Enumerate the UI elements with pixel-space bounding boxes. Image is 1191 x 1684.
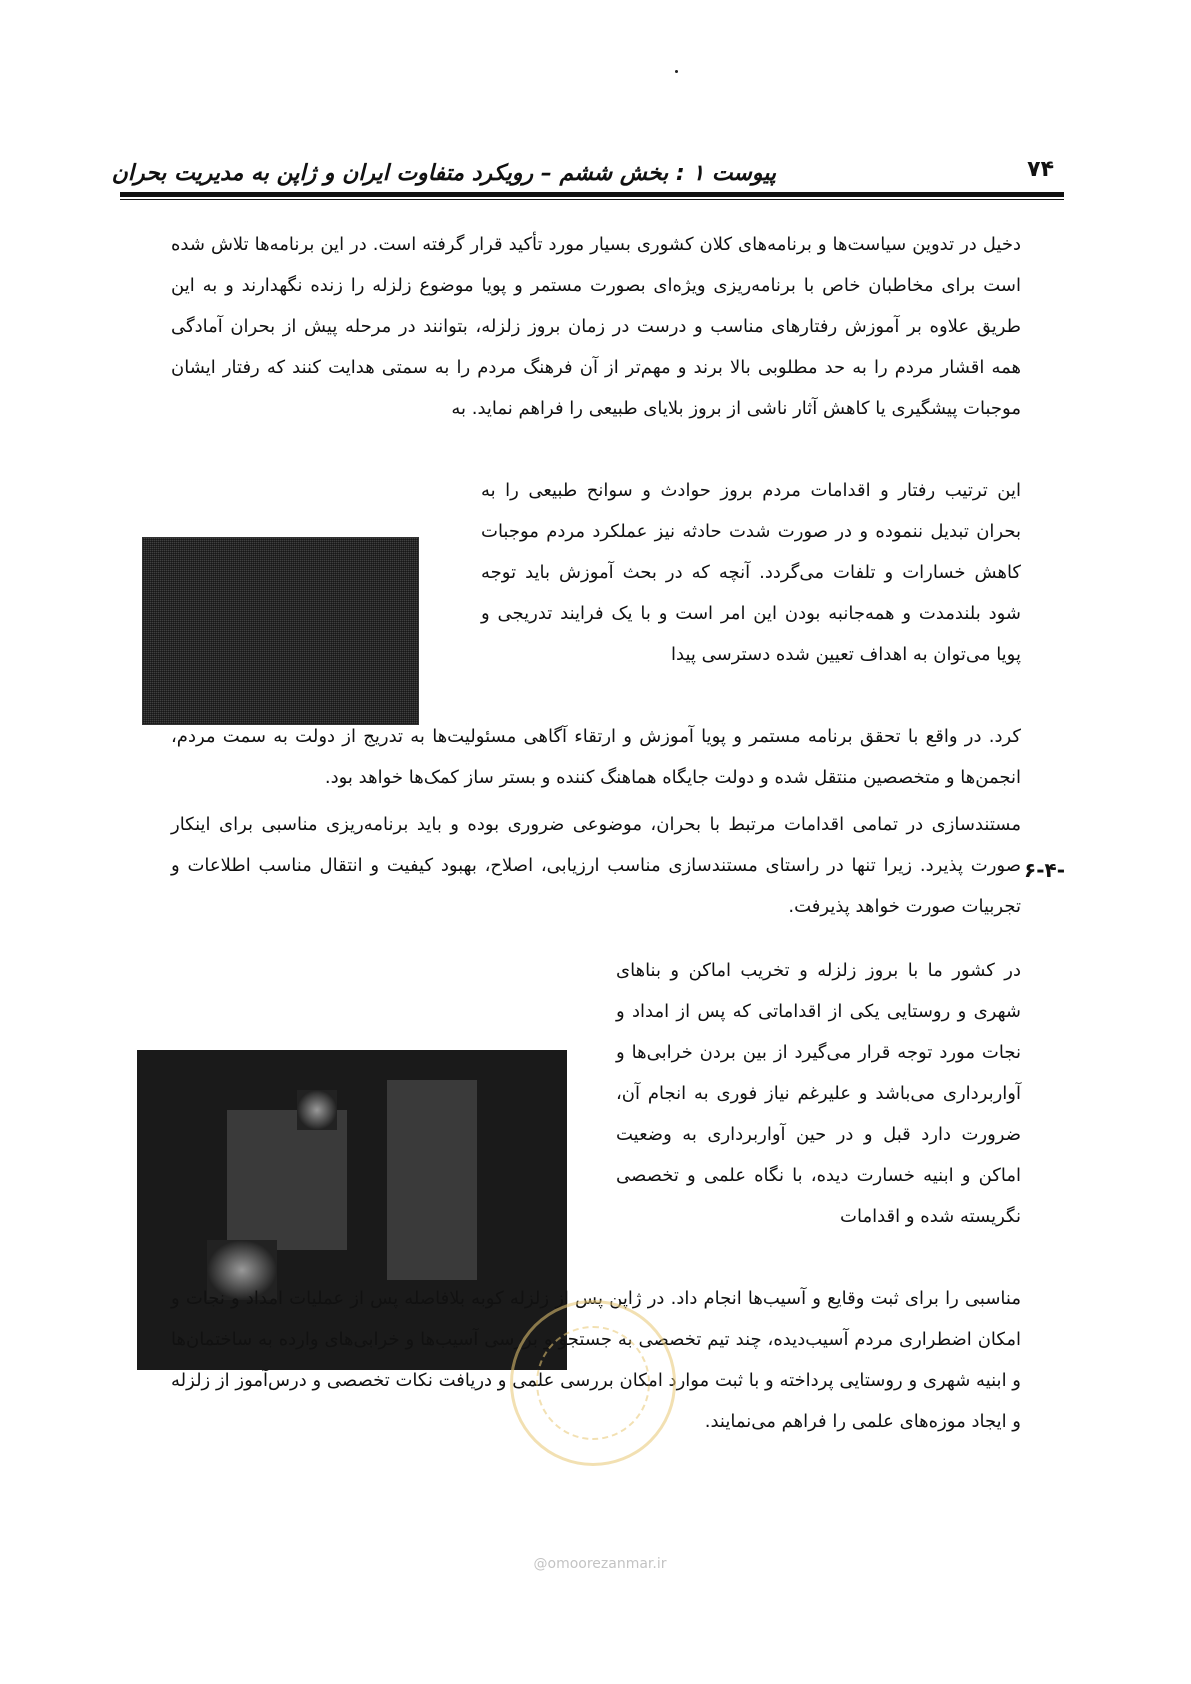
page-number: ۷۴ bbox=[1027, 157, 1054, 182]
watermark-seal bbox=[510, 1300, 676, 1466]
photo-patch bbox=[227, 1110, 347, 1250]
paragraph-education-continued: این ترتیب رفتار و اقدامات مردم بروز حوادث و سوانح طبیعی را به بحران تبدیل ننموده و در صورت شدت حادثه نیز عملکرد مردم موجبات کاهش خسارات و تلفات می‌گردد. آنچه که در بحث آموزش باید توجه شود بلندمدت و همه‌جانبه بودن این امر است و با یک فرایند تدریجی و پویا می‌توان به اهداف تعیین شده دسترسی پیدا bbox=[481, 480, 1021, 665]
photo-signboard bbox=[142, 537, 419, 725]
paragraph-debris: در کشور ما با بروز زلزله و تخریب اماکن و بناهای شهری و روستایی یکی از اقداماتی که پس از امداد و نجات مورد توجه قرار می‌گیرد از بین بردن خرابی‌ها و آواربرداری می‌باشد و علیرغم نیاز فوری به انجام آن، ضرورت دارد قبل و در حین آواربرداری به وضعیت اماکن و ابنیه خسارت دیده، با نگاه علمی و تخصصی نگریسته شده و اقدامات bbox=[616, 960, 1021, 1227]
paragraph-kobe: مناسبی را برای ثبت وقایع و آسیب‌ها انجام داد. در ژاپن پس از زلزله کوبه بلافاصله پس از عملیات امداد و نجات و امکان اضطراری مردم آسیب‌دیده، چند تیم تخصصی به جستجو و بررسی آسیب‌ها و خرابی‌های وارده به ساختمان‌ها و ابنیه شهری و روستایی پرداخته و با ثبت موارد امکان بررسی علمی و دریافت نکات تخصصی و درس‌آموز از زلزله و ایجاد موزه‌های علمی را فراهم می‌نمایند. bbox=[171, 1288, 1021, 1432]
header-rule bbox=[120, 192, 1064, 200]
header-title: پیوست ۱ : بخش ششم – رویکرد متفاوت ایران و ژاپن به مدیریت بحران bbox=[111, 161, 776, 186]
photo-highlight bbox=[297, 1090, 337, 1130]
section-number: ۶-۴- bbox=[1023, 858, 1065, 882]
watermark-text: @omoorezanmar.ir bbox=[533, 1556, 667, 1572]
running-header bbox=[111, 145, 1064, 191]
watermark-seal-inner bbox=[536, 1326, 650, 1440]
paragraph-education-end: کرد. در واقع با تحقق برنامه مستمر و پویا آموزش و ارتقاء آگاهی مسئولیت‌ها به تدریج از دولت به سمت مردم، انجمن‌ها و متخصصین منتقل شده و دولت جایگاه هماهنگ کننده و بستر ساز کمک‌ها خواهد بود. bbox=[171, 726, 1021, 788]
paragraph-documentation: مستندسازی در تمامی اقدامات مرتبط با بحران، موضوعی ضروری بوده و باید برنامه‌ریزی مناسبی برای اینکار صورت پذیرد. زیرا تنها در راستای مستندسازی مناسب ارزیابی، اصلاح، بهبود کیفیت و انتقال مناسب اطلاعات و تجربیات صورت خواهد پذیرفت. bbox=[171, 814, 1021, 917]
photo-patch bbox=[387, 1080, 477, 1280]
scan-speck bbox=[675, 70, 678, 73]
paragraph-education: دخیل در تدوین سیاست‌ها و برنامه‌های کلان کشوری بسیار مورد تأکید قرار گرفته است. در این برنامه‌ها تلاش شده است برای مخاطبان خاص با برنامه‌ریزی ویژه‌ای بصورت مستمر و پویا موضوع زلزله را زنده نگهدارند و به این طریق علاوه بر آموزش رفتارهای مناسب و درست در زمان بروز زلزله، بتوانند در مرحله پیش از بحران آمادگی همه اقشار مردم را به حد مطلوبی بالا برند و مهم‌تر از آن فرهنگ مردم را به سمتی هدایت کنند که رفتار ایشان موجبات پیشگیری یا کاهش آثار ناشی از بروز بلایای طبیعی را فراهم نماید. به bbox=[171, 234, 1021, 419]
